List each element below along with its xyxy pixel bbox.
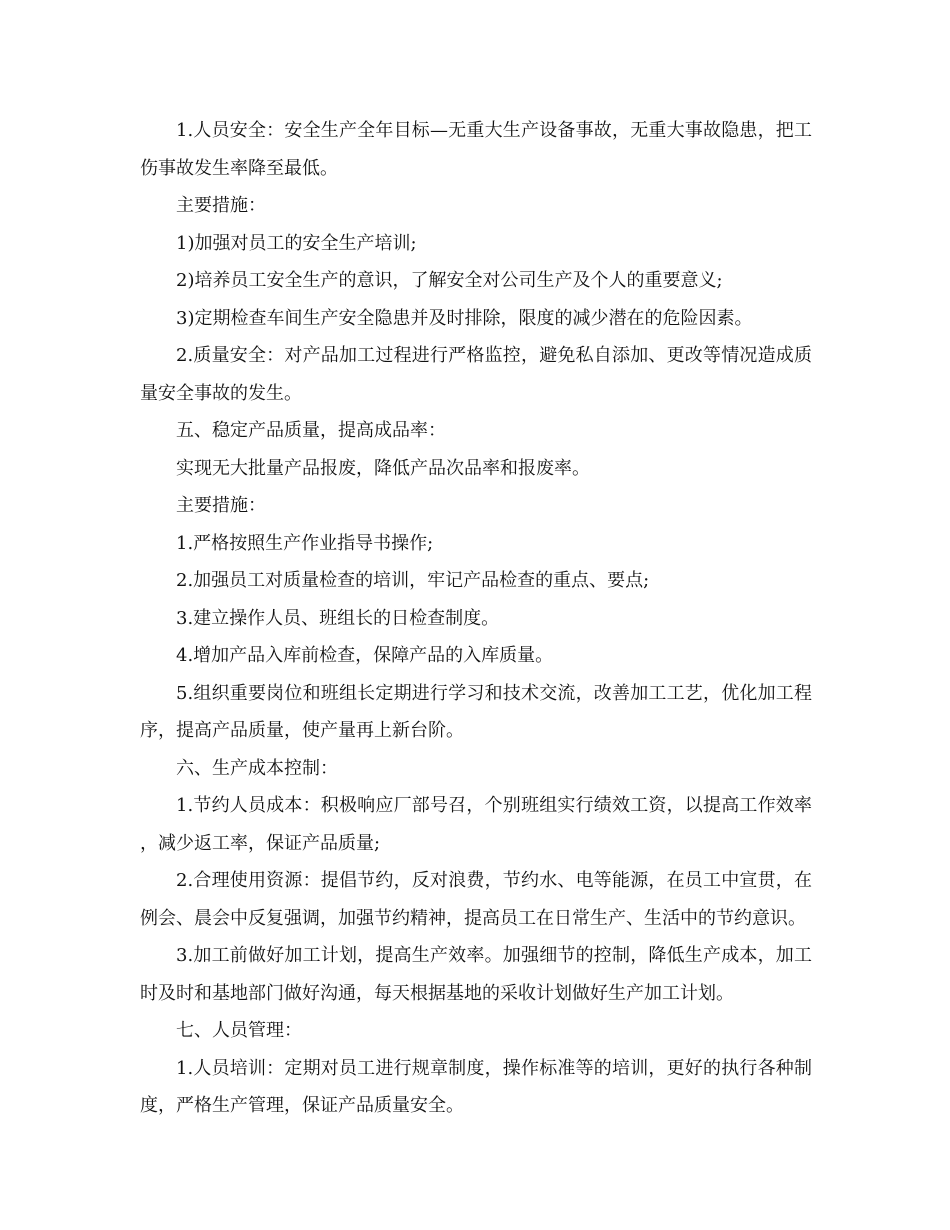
list-item: 3.加工前做好加工计划，提高生产效率。加强细节的控制，降低生产成本，加工时及时和基地部门做好沟通，每天根据基地的采收计划做好生产加工计划。 (140, 945, 812, 1004)
list-item: 1.严格按照生产作业指导书操作; (176, 532, 434, 554)
section-heading-6: 六、生产成本控制： (176, 757, 338, 779)
list-item: 4.增加产品入库前检查，保障产品的入库质量。 (176, 645, 554, 666)
list-item: 1.节约人员成本：积极响应厂部号召，个别班组实行绩效工资，以提高工作效率，减少返工率，保证产品质量; (140, 795, 812, 854)
list-item: 2.合理使用资源：提倡节约，反对浪费，节约水、电等能源，在员工中宣贯，在例会、晨会中反复强调，加强节约精神，提高员工在日常生产、生活中的节约意识。 (140, 870, 812, 929)
paragraph-measure-1: 1)加强对员工的安全生产培训; (176, 232, 417, 254)
paragraph-goal: 实现无大批量产品报废，降低产品次品率和报废率。 (176, 457, 590, 479)
paragraph-main-measures: 主要措施： (176, 495, 266, 516)
list-item: 3.建立操作人员、班组长的日检查制度。 (176, 607, 500, 629)
document-body (140, 112, 812, 1125)
section-heading-5: 五、稳定产品质量，提高成品率： (176, 420, 446, 441)
section-heading-7: 七、人员管理： (176, 1020, 302, 1041)
paragraph-quality-safety: 2.质量安全：对产品加工过程进行严格监控，避免私自添加、更改等情况造成质量安全事故的发生。 (140, 345, 812, 404)
paragraph-measure-3: 3)定期检查车间生产安全隐患并及时排除，限度的减少潜在的危险因素。 (176, 307, 753, 329)
paragraph-main-measures: 主要措施： (176, 195, 266, 216)
list-item: 1.人员培训：定期对员工进行规章制度，操作标准等的培训，更好的执行各种制度，严格生产管理，保证产品质量安全。 (140, 1057, 812, 1116)
paragraph-personnel-safety: 1.人员安全：安全生产全年目标—无重大生产设备事故，无重大事故隐患，把工伤事故发生率降至最低。 (140, 120, 812, 179)
list-item: 5.组织重要岗位和班组长定期进行学习和技术交流，改善加工工艺，优化加工程序，提高产品质量，使产量再上新台阶。 (140, 682, 812, 741)
paragraph-measure-2: 2)培养员工安全生产的意识，了解安全对公司生产及个人的重要意义; (176, 270, 723, 291)
list-item: 2.加强员工对质量检查的培训，牢记产品检查的重点、要点; (176, 570, 650, 591)
